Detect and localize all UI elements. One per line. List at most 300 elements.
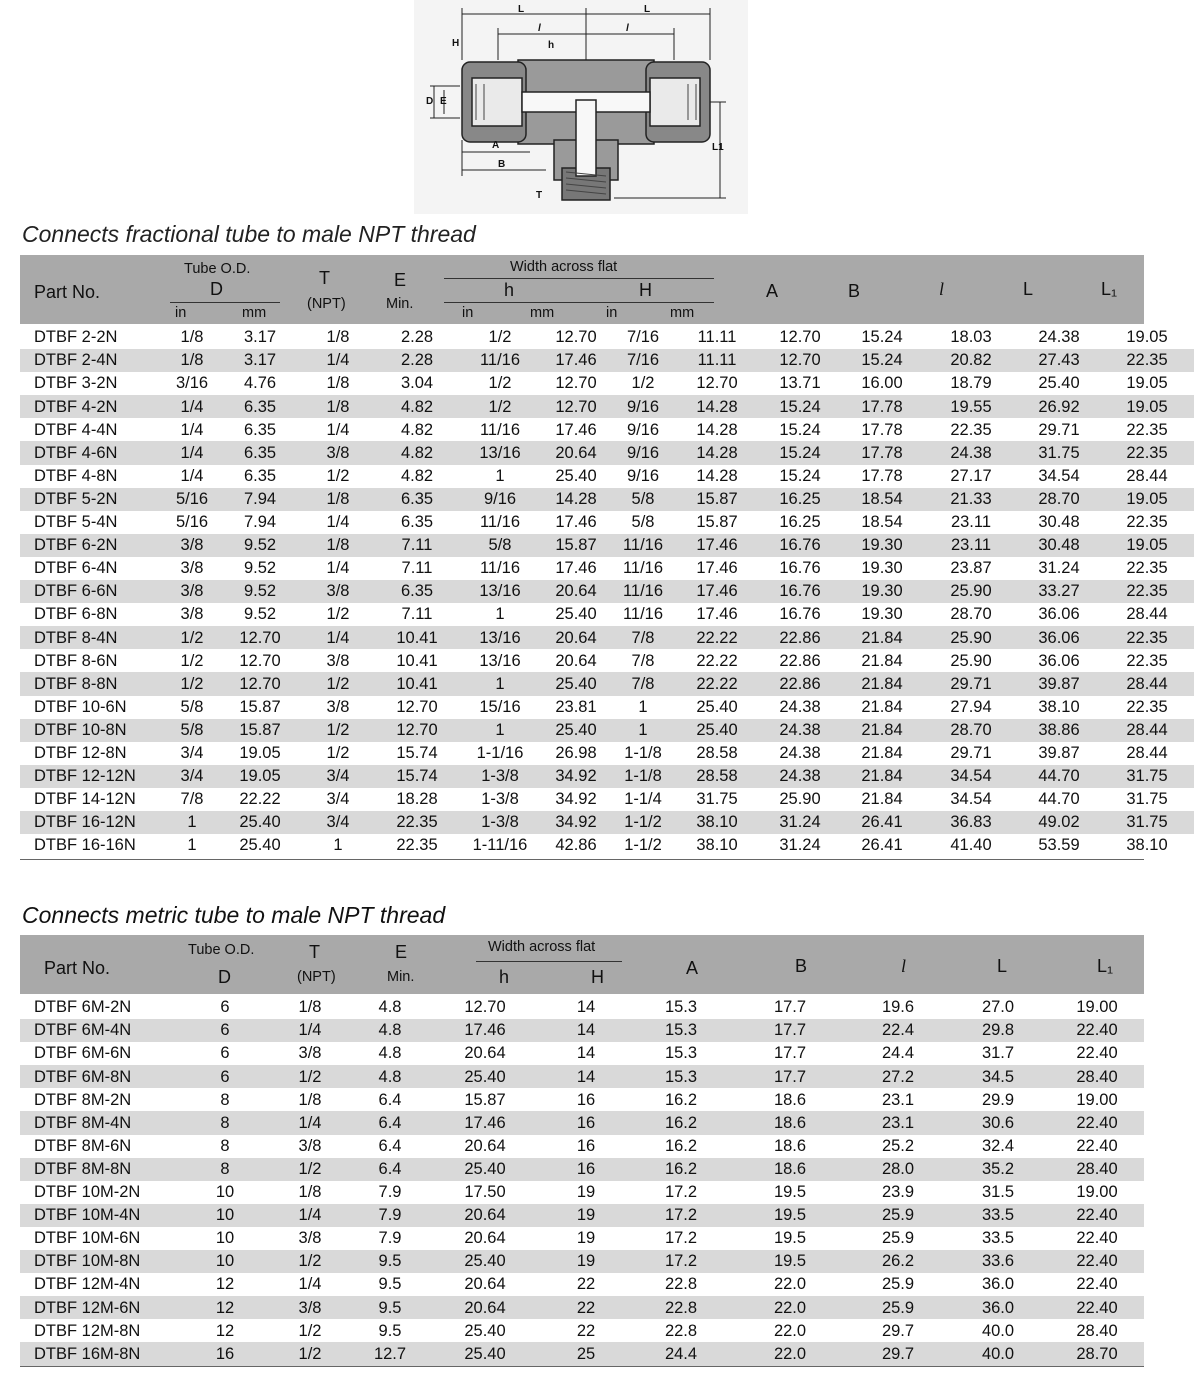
header-d-in: in — [175, 305, 187, 321]
b-cell: 17.7 — [730, 1042, 850, 1065]
tube-od-in-cell: 3/8 — [166, 580, 218, 603]
hh-mm-cell: 14.28 — [674, 441, 760, 464]
h-mm-cell: 42.86 — [540, 834, 612, 857]
L1-cell: 22.40 — [1050, 1204, 1144, 1227]
L1-cell: 22.35 — [1100, 349, 1194, 372]
tube-od-in-cell: 1/8 — [166, 326, 218, 349]
part-no-cell: DTBF 8-6N — [20, 649, 166, 672]
a-cell: 24.38 — [760, 765, 840, 788]
l-cell: 23.11 — [924, 534, 1018, 557]
l-cell: 22.4 — [850, 1019, 946, 1042]
part-no-cell: DTBF 8M-2N — [20, 1088, 180, 1111]
table-row — [20, 557, 1194, 580]
t-npt-cell: 1/2 — [302, 672, 374, 695]
a-cell: 24.38 — [760, 719, 840, 742]
l-cell: 24.4 — [850, 1042, 946, 1065]
table-row — [20, 1227, 1144, 1250]
L-cell: 33.27 — [1018, 580, 1100, 603]
hh-mm-cell: 12.70 — [674, 372, 760, 395]
L-cell: 36.0 — [946, 1273, 1050, 1296]
h-cell: 20.64 — [430, 1227, 540, 1250]
hh-mm-cell: 17.46 — [674, 534, 760, 557]
table-row — [20, 465, 1194, 488]
a-cell: 22.8 — [632, 1296, 730, 1319]
tube-od-in-cell: 1/4 — [166, 418, 218, 441]
tube-od-in-cell: 3/8 — [166, 534, 218, 557]
a-cell: 15.24 — [760, 441, 840, 464]
h-in-cell: 1/2 — [460, 326, 540, 349]
e-min-cell: 7.9 — [350, 1227, 430, 1250]
h-mm-cell: 23.81 — [540, 696, 612, 719]
L-cell: 53.59 — [1018, 834, 1100, 857]
L-cell: 36.06 — [1018, 649, 1100, 672]
tube-od-d-cell: 8 — [180, 1135, 270, 1158]
l-cell: 25.9 — [850, 1273, 946, 1296]
b-cell: 22.0 — [730, 1342, 850, 1365]
tube-od-in-cell: 5/16 — [166, 488, 218, 511]
tube-od-mm-cell: 9.52 — [218, 580, 302, 603]
e-min-cell: 7.9 — [350, 1204, 430, 1227]
L-cell: 29.71 — [1018, 418, 1100, 441]
hh-mm-cell: 31.75 — [674, 788, 760, 811]
table-row — [20, 511, 1194, 534]
part-no-cell: DTBF 12M-8N — [20, 1319, 180, 1342]
e-min-cell: 9.5 — [350, 1273, 430, 1296]
t-npt-cell: 1/8 — [270, 1088, 350, 1111]
m-header-h-small: h — [499, 967, 510, 987]
m-header-width-across-flat: Width across flat — [488, 939, 596, 955]
e-min-cell: 4.8 — [350, 996, 430, 1019]
l-cell: 19.55 — [924, 395, 1018, 418]
l-cell: 26.2 — [850, 1250, 946, 1273]
b-cell: 19.5 — [730, 1204, 850, 1227]
h-in-cell: 1 — [460, 465, 540, 488]
table-row — [20, 626, 1194, 649]
hh-cell: 14 — [540, 1042, 632, 1065]
h-mm-cell: 14.28 — [540, 488, 612, 511]
h-mm-cell: 15.87 — [540, 534, 612, 557]
t-npt-cell: 3/8 — [270, 1296, 350, 1319]
t-npt-cell: 3/8 — [302, 649, 374, 672]
e-min-cell: 2.28 — [374, 349, 460, 372]
tube-od-in-cell: 1/2 — [166, 649, 218, 672]
part-no-cell: DTBF 16-16N — [20, 834, 166, 857]
t-npt-cell: 1/2 — [270, 1158, 350, 1181]
table-row — [20, 649, 1194, 672]
L1-cell: 22.35 — [1100, 557, 1194, 580]
L-cell: 30.48 — [1018, 511, 1100, 534]
e-min-cell: 6.4 — [350, 1135, 430, 1158]
table-row — [20, 372, 1194, 395]
table-row — [20, 1250, 1144, 1273]
e-min-cell: 9.5 — [350, 1319, 430, 1342]
b-cell: 17.78 — [840, 418, 924, 441]
l-cell: 25.90 — [924, 626, 1018, 649]
tube-od-d-cell: 10 — [180, 1204, 270, 1227]
L-cell: 33.5 — [946, 1227, 1050, 1250]
b-cell: 17.7 — [730, 996, 850, 1019]
L-cell: 39.87 — [1018, 742, 1100, 765]
l-cell: 24.38 — [924, 441, 1018, 464]
header-part-no: Part No. — [34, 282, 101, 302]
hh-mm-cell: 28.58 — [674, 765, 760, 788]
header-h-in: in — [462, 305, 474, 321]
L1-cell: 19.05 — [1100, 372, 1194, 395]
table-row — [20, 488, 1194, 511]
L-cell: 31.7 — [946, 1042, 1050, 1065]
L-cell: 31.5 — [946, 1181, 1050, 1204]
h-in-cell: 1-3/8 — [460, 788, 540, 811]
part-no-cell: DTBF 2-4N — [20, 349, 166, 372]
e-min-cell: 9.5 — [350, 1296, 430, 1319]
a-cell: 16.2 — [632, 1111, 730, 1134]
tube-od-d-cell: 6 — [180, 1019, 270, 1042]
L1-cell: 38.10 — [1100, 834, 1194, 857]
e-min-cell: 6.35 — [374, 488, 460, 511]
part-no-cell: DTBF 10M-2N — [20, 1181, 180, 1204]
b-cell: 26.41 — [840, 834, 924, 857]
l-cell: 34.54 — [924, 765, 1018, 788]
part-no-cell: DTBF 8-4N — [20, 626, 166, 649]
hh-mm-cell: 15.87 — [674, 511, 760, 534]
b-cell: 18.6 — [730, 1111, 850, 1134]
b-cell: 22.0 — [730, 1273, 850, 1296]
h-in-cell: 1-3/8 — [460, 765, 540, 788]
table-row — [20, 1088, 1144, 1111]
hh-in-cell: 7/8 — [612, 672, 674, 695]
a-cell: 15.24 — [760, 395, 840, 418]
a-cell: 17.2 — [632, 1227, 730, 1250]
a-cell: 16.25 — [760, 488, 840, 511]
tube-od-mm-cell: 22.22 — [218, 788, 302, 811]
L1-cell: 22.35 — [1100, 418, 1194, 441]
t-npt-cell: 3/8 — [270, 1135, 350, 1158]
e-min-cell: 2.28 — [374, 326, 460, 349]
t-npt-cell: 1/4 — [302, 626, 374, 649]
e-min-cell: 4.8 — [350, 1065, 430, 1088]
m-header-t-npt: (NPT) — [297, 969, 336, 985]
b-cell: 21.84 — [840, 696, 924, 719]
tube-od-mm-cell: 15.87 — [218, 696, 302, 719]
part-no-cell: DTBF 8M-6N — [20, 1135, 180, 1158]
l-cell: 27.17 — [924, 465, 1018, 488]
table-row — [20, 1042, 1144, 1065]
part-no-cell: DTBF 10-8N — [20, 719, 166, 742]
part-no-cell: DTBF 14-12N — [20, 788, 166, 811]
hh-in-cell: 9/16 — [612, 441, 674, 464]
table-row — [20, 996, 1144, 1019]
tube-od-mm-cell: 12.70 — [218, 626, 302, 649]
e-min-cell: 4.82 — [374, 395, 460, 418]
tube-od-mm-cell: 9.52 — [218, 534, 302, 557]
l-cell: 36.83 — [924, 811, 1018, 834]
a-cell: 17.2 — [632, 1204, 730, 1227]
diagram-label-h: h — [548, 40, 555, 51]
m-header-e: E — [395, 942, 408, 962]
h-mm-cell: 34.92 — [540, 788, 612, 811]
header-t: T — [319, 268, 330, 288]
header-d-mm: mm — [242, 305, 267, 321]
L1-cell: 28.44 — [1100, 603, 1194, 626]
t-npt-cell: 1/8 — [302, 488, 374, 511]
l-cell: 27.2 — [850, 1065, 946, 1088]
hh-cell: 19 — [540, 1181, 632, 1204]
metric-section-title: Connects metric tube to male NPT thread — [22, 902, 446, 928]
t-npt-cell: 3/4 — [302, 765, 374, 788]
hh-mm-cell: 17.46 — [674, 580, 760, 603]
table-row — [20, 441, 1194, 464]
h-in-cell: 1/2 — [460, 395, 540, 418]
header-e-min: Min. — [386, 296, 414, 312]
t-npt-cell: 3/8 — [302, 696, 374, 719]
h-mm-cell: 12.70 — [540, 326, 612, 349]
tube-od-in-cell: 3/8 — [166, 557, 218, 580]
L1-cell: 22.40 — [1050, 1273, 1144, 1296]
L-cell: 31.75 — [1018, 441, 1100, 464]
hh-in-cell: 9/16 — [612, 395, 674, 418]
L1-cell: 31.75 — [1100, 788, 1194, 811]
hh-mm-cell: 14.28 — [674, 465, 760, 488]
tube-od-mm-cell: 12.70 — [218, 672, 302, 695]
table-row — [20, 395, 1194, 418]
tube-od-mm-cell: 6.35 — [218, 418, 302, 441]
hh-cell: 25 — [540, 1342, 632, 1365]
e-min-cell: 7.9 — [350, 1181, 430, 1204]
b-cell: 17.78 — [840, 395, 924, 418]
a-cell: 17.2 — [632, 1181, 730, 1204]
tube-od-mm-cell: 9.52 — [218, 557, 302, 580]
L1-cell: 22.40 — [1050, 1042, 1144, 1065]
e-min-cell: 10.41 — [374, 626, 460, 649]
tube-od-mm-cell: 19.05 — [218, 742, 302, 765]
L-cell: 25.40 — [1018, 372, 1100, 395]
part-no-cell: DTBF 10-6N — [20, 696, 166, 719]
a-cell: 12.70 — [760, 349, 840, 372]
hh-mm-cell: 15.87 — [674, 488, 760, 511]
L-cell: 44.70 — [1018, 788, 1100, 811]
b-cell: 19.30 — [840, 603, 924, 626]
L1-cell: 28.44 — [1100, 742, 1194, 765]
h-in-cell: 5/8 — [460, 534, 540, 557]
t-npt-cell: 1/8 — [270, 1181, 350, 1204]
h-in-cell: 13/16 — [460, 626, 540, 649]
table-row — [20, 788, 1194, 811]
b-cell: 21.84 — [840, 719, 924, 742]
hh-cell: 22 — [540, 1319, 632, 1342]
hh-mm-cell: 14.28 — [674, 418, 760, 441]
L-cell: 30.48 — [1018, 534, 1100, 557]
part-no-cell: DTBF 12M-4N — [20, 1273, 180, 1296]
hh-mm-cell: 17.46 — [674, 557, 760, 580]
tube-od-in-cell: 3/16 — [166, 372, 218, 395]
table-row — [20, 1204, 1144, 1227]
tube-od-mm-cell: 6.35 — [218, 395, 302, 418]
table-row — [20, 1181, 1144, 1204]
L1-cell: 22.35 — [1100, 696, 1194, 719]
h-mm-cell: 20.64 — [540, 441, 612, 464]
tube-od-in-cell: 5/16 — [166, 511, 218, 534]
header-l-small: l — [939, 279, 945, 299]
b-cell: 16.00 — [840, 372, 924, 395]
h-mm-cell: 34.92 — [540, 811, 612, 834]
l-cell: 23.87 — [924, 557, 1018, 580]
table-row — [20, 1158, 1144, 1181]
hh-in-cell: 11/16 — [612, 580, 674, 603]
header-hh-in: in — [606, 305, 618, 321]
hh-in-cell: 1-1/8 — [612, 742, 674, 765]
L-cell: 32.4 — [946, 1135, 1050, 1158]
metric-table-header — [20, 935, 1144, 994]
hh-cell: 16 — [540, 1158, 632, 1181]
header-t-npt: (NPT) — [307, 296, 346, 312]
table-row — [20, 1296, 1144, 1319]
diagram-label-T: T — [536, 190, 543, 201]
h-cell: 20.64 — [430, 1273, 540, 1296]
hh-mm-cell: 22.22 — [674, 626, 760, 649]
a-cell: 25.90 — [760, 788, 840, 811]
metric-spec-table — [20, 996, 1144, 1366]
L1-cell: 28.70 — [1050, 1342, 1144, 1365]
L1-cell: 22.35 — [1100, 441, 1194, 464]
b-cell: 18.54 — [840, 488, 924, 511]
b-cell: 19.30 — [840, 557, 924, 580]
e-min-cell: 10.41 — [374, 649, 460, 672]
t-npt-cell: 1/2 — [302, 465, 374, 488]
part-no-cell: DTBF 4-2N — [20, 395, 166, 418]
h-cell: 20.64 — [430, 1042, 540, 1065]
h-mm-cell: 25.40 — [540, 603, 612, 626]
e-min-cell: 3.04 — [374, 372, 460, 395]
a-cell: 15.24 — [760, 465, 840, 488]
b-cell: 19.5 — [730, 1227, 850, 1250]
m-header-a: A — [686, 958, 699, 978]
h-in-cell: 13/16 — [460, 580, 540, 603]
hh-cell: 16 — [540, 1111, 632, 1134]
m-header-L1: L₁ — [1097, 956, 1114, 976]
a-cell: 22.8 — [632, 1273, 730, 1296]
e-min-cell: 6.4 — [350, 1158, 430, 1181]
hh-in-cell: 1 — [612, 719, 674, 742]
h-cell: 25.40 — [430, 1342, 540, 1365]
part-no-cell: DTBF 8-8N — [20, 672, 166, 695]
tube-od-mm-cell: 25.40 — [218, 811, 302, 834]
tube-od-in-cell: 3/4 — [166, 765, 218, 788]
h-mm-cell: 12.70 — [540, 372, 612, 395]
t-npt-cell: 1/4 — [302, 511, 374, 534]
l-cell: 25.90 — [924, 649, 1018, 672]
t-npt-cell: 1/4 — [270, 1204, 350, 1227]
table-row — [20, 696, 1194, 719]
t-npt-cell: 1/4 — [270, 1273, 350, 1296]
header-L: L — [1023, 279, 1034, 299]
L-cell: 24.38 — [1018, 326, 1100, 349]
L-cell: 27.43 — [1018, 349, 1100, 372]
h-mm-cell: 25.40 — [540, 465, 612, 488]
tube-od-in-cell: 1 — [166, 834, 218, 857]
a-cell: 24.4 — [632, 1342, 730, 1365]
part-no-cell: DTBF 6M-4N — [20, 1019, 180, 1042]
fractional-spec-table — [20, 326, 1194, 857]
L1-cell: 19.00 — [1050, 996, 1144, 1019]
e-min-cell: 12.70 — [374, 696, 460, 719]
hh-cell: 14 — [540, 1065, 632, 1088]
tube-od-d-cell: 8 — [180, 1111, 270, 1134]
hh-mm-cell: 14.28 — [674, 395, 760, 418]
L-cell: 33.5 — [946, 1204, 1050, 1227]
a-cell: 16.76 — [760, 534, 840, 557]
e-min-cell: 12.70 — [374, 719, 460, 742]
a-cell: 31.24 — [760, 834, 840, 857]
l-cell: 25.9 — [850, 1227, 946, 1250]
l-cell: 27.94 — [924, 696, 1018, 719]
e-min-cell: 4.82 — [374, 465, 460, 488]
tube-od-in-cell: 1/8 — [166, 349, 218, 372]
tube-od-d-cell: 6 — [180, 1065, 270, 1088]
h-in-cell: 11/16 — [460, 349, 540, 372]
header-h-big: H — [639, 280, 652, 300]
m-header-l-small: l — [901, 956, 907, 976]
t-npt-cell: 1/2 — [302, 603, 374, 626]
hh-in-cell: 1-1/2 — [612, 834, 674, 857]
h-mm-cell: 25.40 — [540, 719, 612, 742]
L-cell: 38.10 — [1018, 696, 1100, 719]
t-npt-cell: 1/4 — [270, 1111, 350, 1134]
L1-cell: 28.40 — [1050, 1065, 1144, 1088]
e-min-cell: 15.74 — [374, 765, 460, 788]
t-npt-cell: 1/2 — [270, 1342, 350, 1365]
part-no-cell: DTBF 8M-4N — [20, 1111, 180, 1134]
l-cell: 29.71 — [924, 672, 1018, 695]
h-in-cell: 11/16 — [460, 557, 540, 580]
L-cell: 30.6 — [946, 1111, 1050, 1134]
part-no-cell: DTBF 5-2N — [20, 488, 166, 511]
h-in-cell: 15/16 — [460, 696, 540, 719]
l-cell: 28.0 — [850, 1158, 946, 1181]
L1-cell: 28.44 — [1100, 465, 1194, 488]
L1-cell: 19.05 — [1100, 326, 1194, 349]
m-header-tube-od: Tube O.D. — [188, 942, 255, 958]
table-row — [20, 1319, 1144, 1342]
m-header-part-no: Part No. — [44, 958, 111, 978]
a-cell: 16.25 — [760, 511, 840, 534]
part-no-cell: DTBF 16M-8N — [20, 1342, 180, 1365]
h-cell: 17.46 — [430, 1019, 540, 1042]
l-cell: 29.71 — [924, 742, 1018, 765]
hh-cell: 19 — [540, 1227, 632, 1250]
L1-cell: 22.40 — [1050, 1296, 1144, 1319]
e-min-cell: 12.7 — [350, 1342, 430, 1365]
b-cell: 21.84 — [840, 765, 924, 788]
tube-od-mm-cell: 4.76 — [218, 372, 302, 395]
e-min-cell: 7.11 — [374, 534, 460, 557]
part-no-cell: DTBF 4-8N — [20, 465, 166, 488]
b-cell: 26.41 — [840, 811, 924, 834]
h-in-cell: 13/16 — [460, 649, 540, 672]
h-cell: 20.64 — [430, 1204, 540, 1227]
h-cell: 25.40 — [430, 1250, 540, 1273]
L-cell: 35.2 — [946, 1158, 1050, 1181]
header-width-across-flat: Width across flat — [510, 259, 618, 275]
header-hh-mm: mm — [670, 305, 695, 321]
hh-in-cell: 1/2 — [612, 372, 674, 395]
l-cell: 22.35 — [924, 418, 1018, 441]
h-cell: 12.70 — [430, 996, 540, 1019]
hh-cell: 19 — [540, 1204, 632, 1227]
hh-mm-cell: 38.10 — [674, 811, 760, 834]
L1-cell: 31.75 — [1100, 765, 1194, 788]
t-npt-cell: 3/8 — [270, 1042, 350, 1065]
part-no-cell: DTBF 12M-6N — [20, 1296, 180, 1319]
